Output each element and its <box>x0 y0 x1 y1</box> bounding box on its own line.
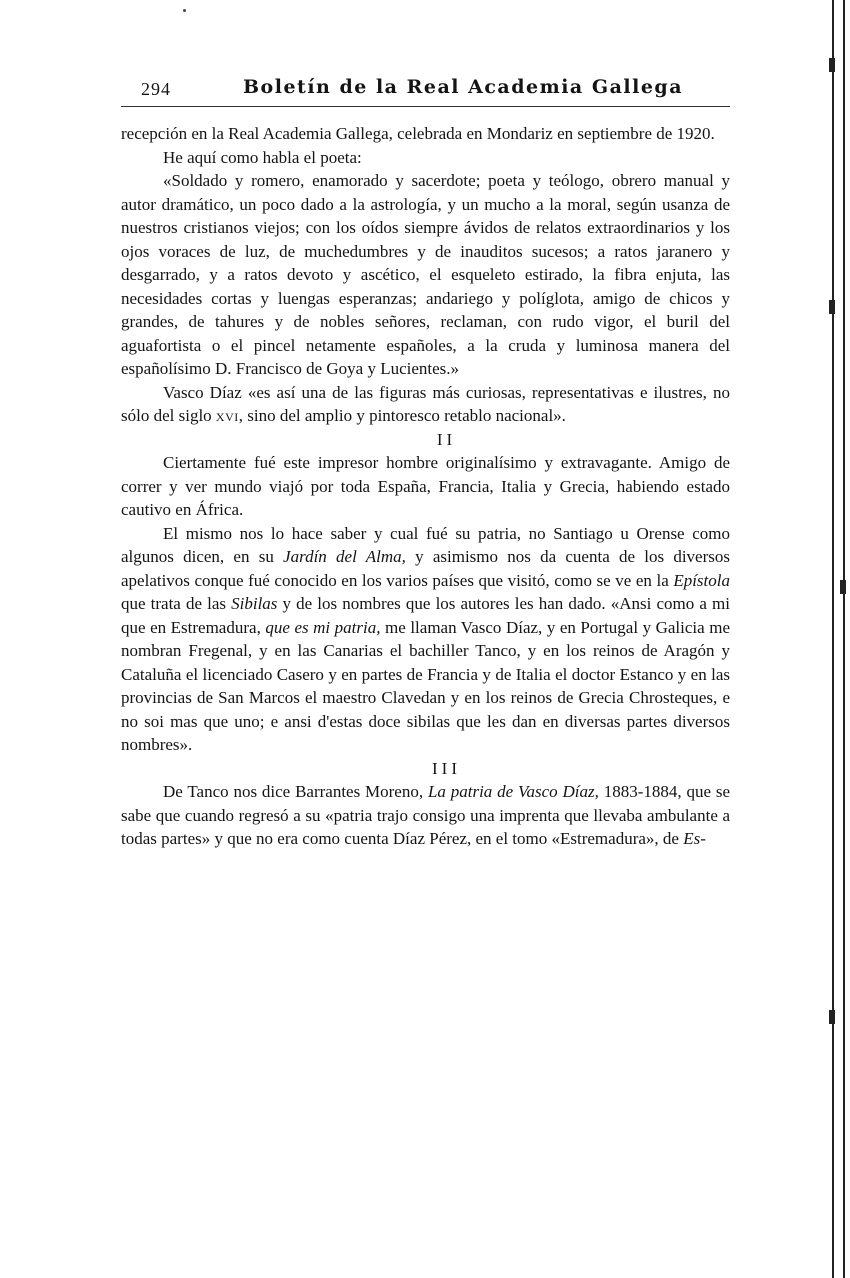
header-rule <box>121 106 730 107</box>
page-edge-line <box>832 0 834 1278</box>
page-edge-line <box>843 0 845 1278</box>
text-run: 1883-1884, que se sabe que cuando regresó a su «patria trajo consigo una imprenta que llevaba ambulante a todas partes» y que no era como cuenta Díaz Pérez, en el tomo «Estremadura», de <box>121 782 730 848</box>
text-run: El mismo nos lo hace saber y cual fué su patria, no Santiago u Orense como algunos dicen, en su <box>121 523 730 566</box>
section-heading: II <box>436 429 457 449</box>
italic-title: Epístola <box>673 570 730 590</box>
section-heading: III <box>432 758 461 778</box>
italic-phrase: que es mi patria, <box>265 617 381 637</box>
paragraph <box>121 381 730 428</box>
paragraph <box>121 522 730 757</box>
text-run: De Tanco nos dice Barrantes Moreno, <box>163 782 428 801</box>
text-run: que trata de las <box>121 594 232 613</box>
paragraph: recepción en la Real Academia Gallega, celebrada en Mondariz en septiembre de 1920. <box>121 124 715 143</box>
italic-title: Jardín del Alma, <box>283 547 406 566</box>
text-run: , sino del amplio y pintoresco retablo nacional». <box>238 406 566 425</box>
edge-mark <box>829 1010 835 1024</box>
century-numeral: xvi <box>215 406 239 425</box>
text-run: y asimismo nos da cuenta de los diversos apelativos conque fué conocido en los varios países que visitó, como se ve en la <box>121 547 730 590</box>
italic-title: La patria de Vasco Díaz, <box>427 782 599 801</box>
italic-fragment: Es- <box>683 829 706 848</box>
text-run: y de los nombres que los autores les han dado. «Ansi como a mi que en Estremadura, <box>121 594 730 637</box>
text-run: Vasco Díaz «es así una de las figuras más curiosas, representativas e ilustres, no sólo del siglo <box>121 382 730 425</box>
body-text <box>121 122 730 851</box>
edge-mark <box>829 58 835 72</box>
italic-title: Sibilas <box>231 594 278 613</box>
paragraph: He aquí como habla el poeta: <box>163 147 362 167</box>
quotation-paragraph: «Soldado y romero, enamorado y sacerdote; poeta y teólogo, obrero manual y autor dramático, un poco dado a la astrología, y un mucho a la moral, según usanza de nuestros cristianos viejos; con los oídos siempre ávidos de relatos extraordinarios y los ojos voraces de luz, de muchedumbres y de inauditos sucesos; a ratos jaranero y desgarrado, y a ratos devoto y ascético, el esqueleto estirado, la fibra enjuta, las necesidades cortas y luengas esperanzas; andariego y políglota, amigo de chicos y grandes, de tahures y de nobles señores, reclaman, con rudo vigor, el buril del aguafortista o el pincel netamente españoles, a la cruda y luminosa manera del españolísimo D. Francisco de Goya y Lucientes.» <box>121 171 730 378</box>
page-speck <box>183 9 186 12</box>
edge-mark <box>829 300 835 314</box>
page-number: 294 <box>141 79 171 99</box>
paragraph <box>121 780 730 851</box>
running-title: Boletín de la Real Academia Gallega <box>243 76 684 98</box>
paragraph: Ciertamente fué este impresor hombre originalísimo y extravagante. Amigo de correr y ver mundo viajó por toda España, Francia, Italia y Grecia, habiendo estado cautivo en África. <box>121 453 730 519</box>
text-run: me llaman Vasco Díaz, y en Portugal y Galicia me nombran Fregenal, y en las Canarias el bachiller Tanco, y en los reinos de Aragón y Cataluña el licenciado Casero y en partes de Francia y de Italia el doctor Estanco y en las provincias de San Marcos el maestro Clavedan y en los reinos de Grecia Chrosteques, e no soi mas que uno; e ansi d'estas doce sibilas que les dan en diversas partes diversos nombres». <box>121 617 730 754</box>
edge-mark <box>840 580 846 594</box>
